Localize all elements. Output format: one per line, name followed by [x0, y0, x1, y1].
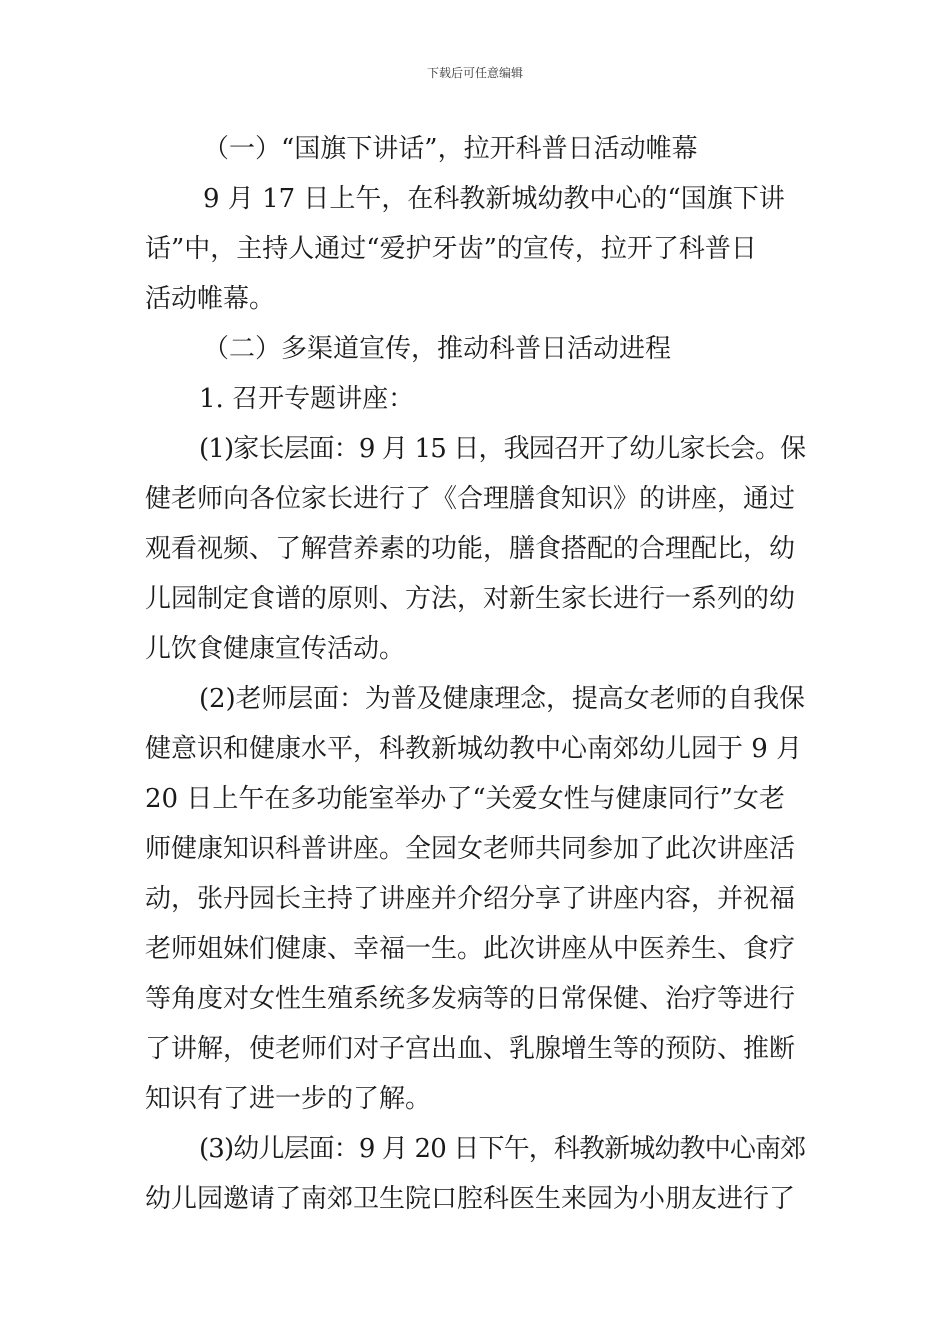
- paragraph-line: 活动帷幕。: [145, 284, 276, 314]
- paragraph-line: 20 日上午在多功能室举办了“关爱女性与健康同行”女老: [145, 784, 785, 814]
- section-heading: （二）多渠道宣传，推动科普日活动进程: [203, 334, 672, 364]
- list-item-heading: 1. 召开专题讲座：: [199, 384, 415, 414]
- paragraph-line: 话”中，主持人通过“爱护牙齿”的宣传，拉开了科普日: [145, 234, 757, 264]
- paragraph-line: 9 月 17 日上午，在科教新城幼教中心的“国旗下讲: [203, 184, 785, 214]
- paragraph-line: 儿园制定食谱的原则、方法，对新生家长进行一系列的幼: [145, 584, 796, 614]
- section-heading: （一）“国旗下讲话”，拉开科普日活动帷幕: [203, 134, 698, 164]
- paragraph-line: (3)幼儿层面：9 月 20 日下午，科教新城幼教中心南郊: [199, 1134, 806, 1164]
- paragraph-line: 动，张丹园长主持了讲座并介绍分享了讲座内容，并祝福: [145, 884, 796, 914]
- paragraph-line: 幼儿园邀请了南郊卫生院口腔科医生来园为小朋友进行了: [145, 1184, 796, 1214]
- paragraph-line: 了讲解，使老师们对子宫出血、乳腺增生等的预防、推断: [145, 1034, 796, 1064]
- paragraph-line: 儿饮食健康宣传活动。: [145, 634, 406, 664]
- paragraph-line: 知识有了进一步的了解。: [145, 1084, 432, 1114]
- paragraph-line: (1)家长层面：9 月 15 日，我园召开了幼儿家长会。保: [199, 434, 806, 464]
- paragraph-line: 老师姐妹们健康、幸福一生。此次讲座从中医养生、食疗: [145, 934, 796, 964]
- paragraph-line: (2)老师层面：为普及健康理念，提高女老师的自我保: [199, 684, 805, 714]
- paragraph-line: 健意识和健康水平，科教新城幼教中心南郊幼儿园于 9 月: [145, 734, 803, 764]
- page-header: 下载后可任意编辑: [426, 66, 523, 80]
- paragraph-line: 师健康知识科普讲座。全园女老师共同参加了此次讲座活: [145, 834, 796, 864]
- paragraph-line: 等角度对女性生殖系统多发病等的日常保健、治疗等进行: [145, 984, 796, 1014]
- paragraph-line: 观看视频、了解营养素的功能，膳食搭配的合理配比，幼: [145, 534, 796, 564]
- paragraph-line: 健老师向各位家长进行了《合理膳食知识》的讲座，通过: [145, 484, 796, 514]
